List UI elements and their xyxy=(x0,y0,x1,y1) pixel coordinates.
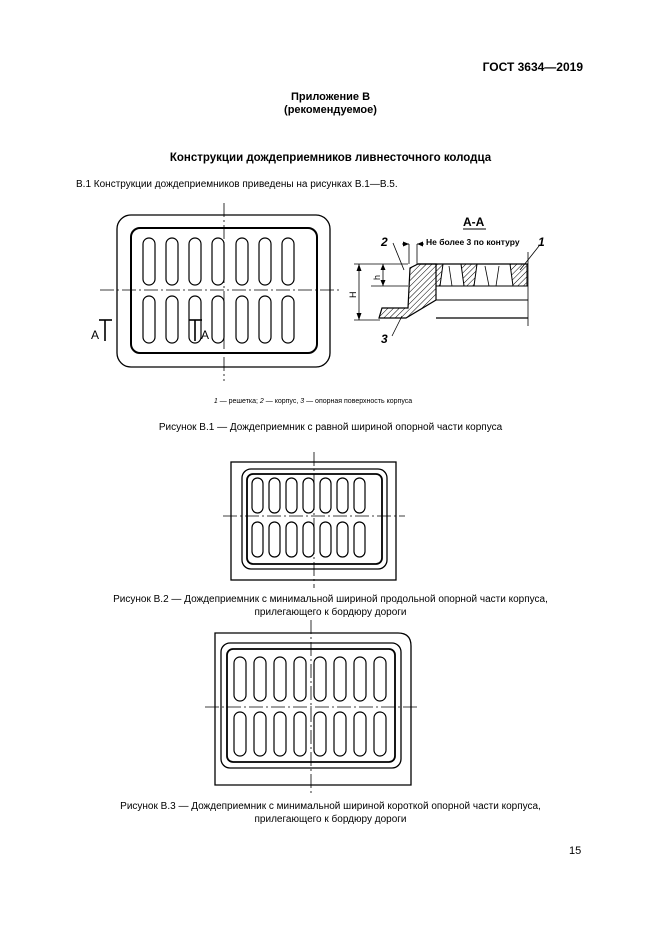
section-title: Конструкции дождеприемников ливнесточного колодца xyxy=(169,152,492,164)
figure3-caption-line2: прилегающего к бордюру дороги xyxy=(254,814,407,825)
position-2: 2 xyxy=(381,235,388,249)
section-grate-bar-1 xyxy=(436,264,443,286)
figure2-plan-view xyxy=(223,452,405,588)
cut-label-left: А xyxy=(91,328,100,342)
position-3: 3 xyxy=(381,332,388,346)
figure2-grate-slots xyxy=(252,478,365,557)
figure1-grate-slots xyxy=(143,238,294,343)
figure1-section-view xyxy=(348,215,545,346)
legend-num-3: 3 xyxy=(300,398,305,405)
figure3-caption-line1: Рисунок В.3 — Дождеприемник с минимальной шириной короткой опорной части корпуса, xyxy=(120,801,541,812)
paragraph-b1: В.1 Конструкции дождеприемников приведены на рисунках В.1—В.5. xyxy=(76,179,398,190)
annex-title: Приложение В xyxy=(290,91,371,103)
legend-text-1: — решетка; xyxy=(217,398,260,405)
section-label: А-А xyxy=(463,215,485,229)
figure3-caption xyxy=(0,800,661,826)
section-grate-bar-3 xyxy=(510,264,527,286)
dimension-H: Н xyxy=(348,291,358,298)
figure1-plan-view xyxy=(91,203,342,381)
legend-text-2: — корпус, xyxy=(263,398,301,405)
section-body xyxy=(379,264,436,318)
page-number: 15 xyxy=(569,845,582,857)
legend-num-1: 1 xyxy=(213,398,218,405)
legend-num-2: 2 xyxy=(259,398,264,405)
figure2-caption-line2: прилегающего к бордюру дороги xyxy=(254,607,407,618)
figure2-caption-line1: Рисунок В.2 — Дождеприемник с минимальной шириной продольной опорной части корпуса, xyxy=(113,594,548,605)
figure1-legend xyxy=(0,398,626,405)
dimension-h: h xyxy=(372,274,382,280)
note-max-3: Не более 3 по контуру xyxy=(426,237,520,247)
figure3-grate-slots xyxy=(234,657,386,756)
figure2-body-outline xyxy=(231,462,396,580)
figure2-caption xyxy=(0,593,661,619)
figure1-cut-marks xyxy=(99,320,202,341)
cut-label-right: А xyxy=(201,328,210,342)
legend-text-3: — опорная поверхность корпуса xyxy=(304,398,413,405)
position-1: 1 xyxy=(538,235,545,249)
document-code: ГОСТ 3634—2019 xyxy=(482,60,583,74)
annex-subtitle: (рекомендуемое) xyxy=(284,104,377,116)
figure3-plan-view xyxy=(205,620,420,796)
figure1-caption: Рисунок В.1 — Дождеприемник с равной шириной опорной части корпуса xyxy=(158,422,503,433)
section-grate-bar-2 xyxy=(461,264,477,286)
